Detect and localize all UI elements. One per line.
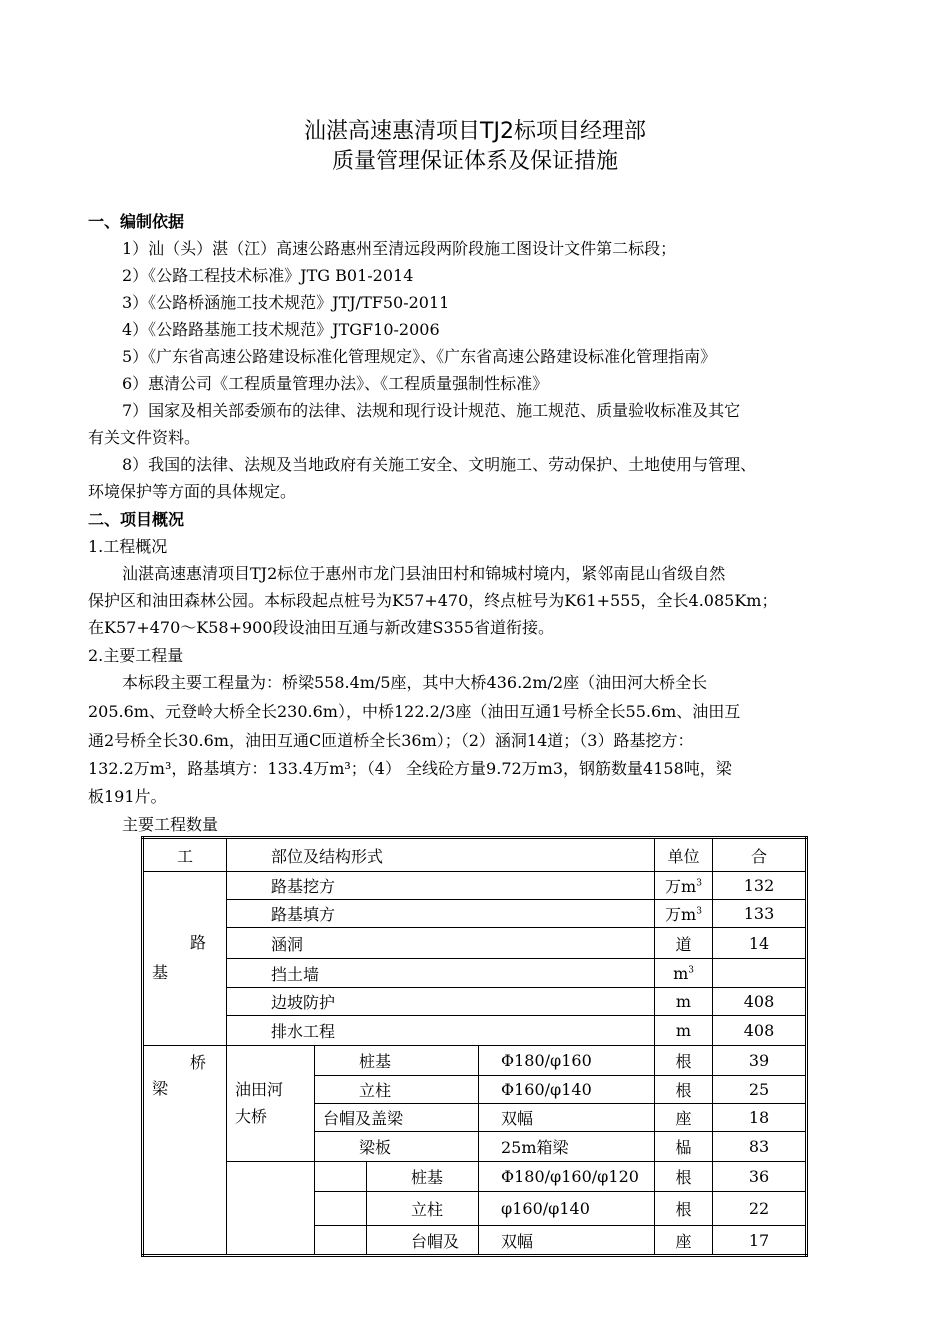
item-unit: 万$m^3$ xyxy=(655,900,713,928)
bridge-qty: 18 xyxy=(713,1104,807,1132)
spacer-cell xyxy=(315,1192,367,1226)
bridge-group1-name: 油田河 大桥 xyxy=(227,1046,315,1162)
bridge-part: 立柱 xyxy=(367,1192,479,1226)
bridge-unit: 座 xyxy=(655,1104,713,1132)
basis-item: 2）《公路工程技术标准》JTG B01-2014 xyxy=(122,266,414,285)
quantities-text: 板191片。 xyxy=(88,787,167,806)
basis-item: 6）惠清公司《工程质量管理办法》、《工程质量强制性标准》 xyxy=(122,374,549,393)
quantities-text: 通2号桥全长30.6m，油田互通C匝道桥全长36m）；（2）涵洞14道；（3）路基挖方： xyxy=(88,731,694,750)
quantities-text: 132.2万m³，路基填方：133.4万m³；（4） 全线砼方量9.72万m3，钢筋数量4158吨，梁 xyxy=(88,759,732,778)
spacer-cell xyxy=(315,1226,367,1256)
bridge-unit: 根 xyxy=(655,1076,713,1104)
quantities-text: 本标段主要工程量为：桥梁558.4m/5座，其中大桥436.2m/2座（油田河大桥全长 xyxy=(122,673,708,692)
bridge-unit: 根 xyxy=(655,1046,713,1076)
item-name: 挡土墙 xyxy=(227,959,655,988)
bridge-part: 桩基 xyxy=(367,1162,479,1192)
bridge-unit: 根 xyxy=(655,1162,713,1192)
overview-subtitle: 1.工程概况 xyxy=(88,537,168,556)
table-row xyxy=(143,928,807,959)
section1-heading: 一、编制依据 xyxy=(88,212,185,231)
table-row xyxy=(143,1162,807,1192)
basis-item: 7）国家及相关部委颁布的法律、法规和现行设计规范、施工规范、质量验收标准及其它 xyxy=(122,401,741,420)
table-row xyxy=(143,900,807,928)
basis-item: 3）《公路桥涵施工技术规范》JTJ/TF50-2011 xyxy=(122,293,450,312)
bridge-part: 桩基 xyxy=(315,1046,479,1076)
item-unit: m xyxy=(655,1016,713,1046)
bridge-qty: 25 xyxy=(713,1076,807,1104)
bridge-part: 台帽及盖梁 xyxy=(315,1104,479,1132)
header-cell: 部位及结构形式 xyxy=(227,838,655,872)
table-row xyxy=(143,1046,807,1076)
bridge-qty: 17 xyxy=(713,1226,807,1256)
table-header-row xyxy=(143,838,807,872)
item-unit: 万$m^3$ xyxy=(655,872,713,900)
item-qty: 133 xyxy=(713,900,807,928)
item-unit: m xyxy=(655,988,713,1016)
roadbed-category-cell xyxy=(143,872,227,1046)
item-unit: $m^3$ xyxy=(655,959,713,988)
item-qty: 408 xyxy=(713,1016,807,1046)
basis-item: 8）我国的法律、法规及当地政府有关施工安全、文明施工、劳动保护、土地使用与管理、 xyxy=(122,455,757,474)
bridge-spec: 双幅 xyxy=(479,1104,655,1132)
header-cell: 工 xyxy=(143,838,227,872)
quantities-text: 205.6m、元登岭大桥全长230.6m），中桥122.2/3座（油田互通1号桥全长55.6m、油田互 xyxy=(88,702,741,721)
bridge-unit: 榀 xyxy=(655,1132,713,1162)
bridge-label-a: 桥 xyxy=(190,1053,207,1072)
table-row xyxy=(143,872,807,900)
table-caption: 主要工程数量 xyxy=(122,815,219,834)
table-row xyxy=(143,1016,807,1046)
bridge-unit: 座 xyxy=(655,1226,713,1256)
table-row xyxy=(143,988,807,1016)
header-cell: 单位 xyxy=(655,838,713,872)
basis-item-cont: 有关文件资料。 xyxy=(88,428,201,447)
bridge-qty: 83 xyxy=(713,1132,807,1162)
bridge-qty: 36 xyxy=(713,1162,807,1192)
bridge-spec: Φ180/φ160/φ120 xyxy=(479,1162,655,1192)
basis-item: 4）《公路路基施工技术规范》JTGF10-2006 xyxy=(122,320,440,339)
item-qty: 408 xyxy=(713,988,807,1016)
item-unit: 道 xyxy=(655,928,713,959)
item-name: 边坡防护 xyxy=(227,988,655,1016)
item-qty: 132 xyxy=(713,872,807,900)
doc-title-line1: 汕湛高速惠清项目TJ2标项目经理部 xyxy=(304,119,646,144)
bridge-spec: φ160/φ140 xyxy=(479,1192,655,1226)
item-name: 路基填方 xyxy=(227,900,655,928)
overview-text: 汕湛高速惠清项目TJ2标位于惠州市龙门县油田村和锦城村境内，紧邻南昆山省级自然 xyxy=(122,564,726,583)
bridge-part: 立柱 xyxy=(315,1076,479,1104)
bridge-category-cell xyxy=(143,1046,227,1256)
basis-item: 5）《广东省高速公路建设标准化管理规定》、《广东省高速公路建设标准化管理指南》 xyxy=(122,347,717,366)
header-cell: 合 xyxy=(713,838,807,872)
bridge-unit: 根 xyxy=(655,1192,713,1226)
bridge-spec: 25m箱梁 xyxy=(479,1132,655,1162)
bridge-spec: Φ180/φ160 xyxy=(479,1046,655,1076)
item-name: 涵洞 xyxy=(227,928,655,959)
bridge-spec: 双幅 xyxy=(479,1226,655,1256)
basis-item-cont: 环境保护等方面的具体规定。 xyxy=(88,482,297,501)
bridge-group2-name xyxy=(227,1162,315,1256)
quantities-subtitle: 2.主要工程量 xyxy=(88,646,184,665)
bridge-qty: 22 xyxy=(713,1192,807,1226)
spacer-cell xyxy=(315,1162,367,1192)
table-row xyxy=(143,959,807,988)
bridge-label-b: 梁 xyxy=(152,1079,169,1098)
overview-text: 保护区和油田森林公园。本标段起点桩号为K57+470，终点桩号为K61+555，全长4.085Km； xyxy=(88,591,778,610)
item-name: 路基挖方 xyxy=(227,872,655,900)
overview-text: 在K57+470～K58+900段设油田互通与新改建S355省道衔接。 xyxy=(88,618,555,637)
bridge-qty: 39 xyxy=(713,1046,807,1076)
section2-heading: 二、项目概况 xyxy=(88,510,185,529)
roadbed-label-a: 路 xyxy=(190,933,207,952)
quantity-table xyxy=(141,836,808,1257)
item-qty xyxy=(713,959,807,988)
bridge-part: 梁板 xyxy=(315,1132,479,1162)
item-name: 排水工程 xyxy=(227,1016,655,1046)
doc-title-line2: 质量管理保证体系及保证措施 xyxy=(331,149,618,174)
bridge-spec: Φ160/φ140 xyxy=(479,1076,655,1104)
bridge-part: 台帽及 xyxy=(367,1226,479,1256)
item-qty: 14 xyxy=(713,928,807,959)
basis-item: 1）汕（头）湛（江）高速公路惠州至清远段两阶段施工图设计文件第二标段； xyxy=(122,239,677,258)
roadbed-label-b: 基 xyxy=(152,963,169,982)
